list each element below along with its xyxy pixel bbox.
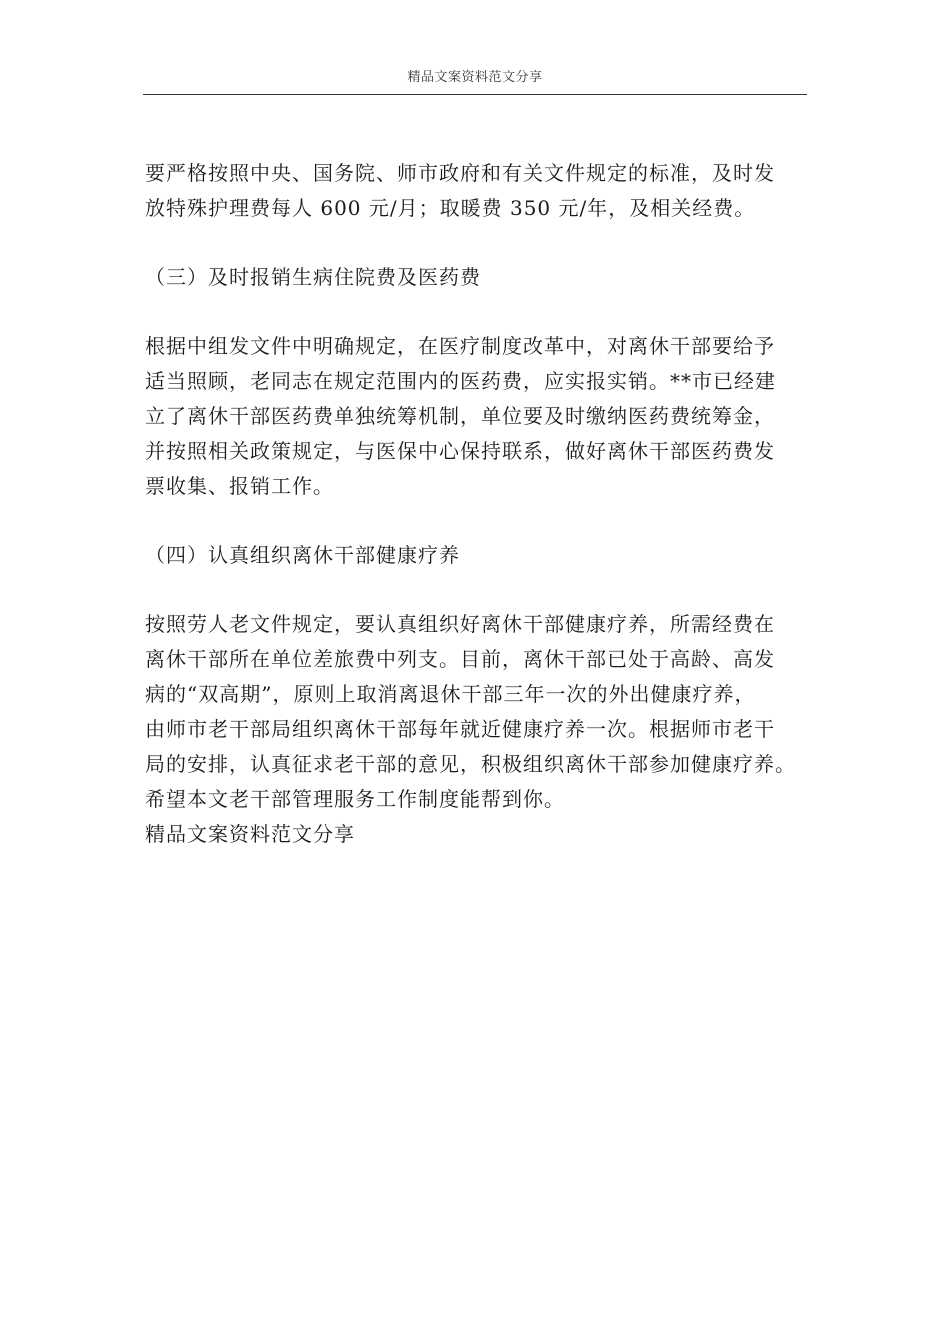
spacer: [145, 226, 810, 260]
text-line: 放特殊护理费每人 600 元/月；取暖费 350 元/年，及相关经费。: [145, 196, 756, 220]
paragraph-medical: [145, 329, 810, 504]
header-title: 精品文案资料范文分享: [407, 70, 543, 85]
spacer: [145, 504, 810, 538]
text-line: 由师市老干部局组织离休干部每年就近健康疗养一次。根据师市老干: [145, 717, 775, 741]
text-line: 立了离休干部医药费单独统筹机制，单位要及时缴纳医药费统筹金，: [145, 404, 775, 428]
paragraph-recuperation: [145, 607, 810, 852]
document-body: [145, 156, 810, 852]
text-line: 希望本文老干部管理服务工作制度能帮到你。: [145, 787, 565, 811]
text-line: 根据中组发文件中明确规定，在医疗制度改革中，对离休干部要给予: [145, 334, 775, 358]
text-line: 票收集、报销工作。: [145, 474, 334, 498]
section-heading-3: （三）及时报销生病住院费及医药费: [145, 265, 481, 289]
paragraph-allowances: [145, 156, 810, 226]
text-line: 病的“双高期”，原则上取消离退休干部三年一次的外出健康疗养，: [145, 682, 756, 706]
text-line: 按照劳人老文件规定，要认真组织好离休干部健康疗养，所需经费在: [145, 612, 775, 636]
section-heading-4: （四）认真组织离休干部健康疗养: [145, 543, 460, 567]
spacer: [145, 573, 810, 607]
spacer: [145, 295, 810, 329]
footer-text: 精品文案资料范文分享: [145, 822, 355, 846]
text-line: 离休干部所在单位差旅费中列支。目前，离休干部已处于高龄、高发: [145, 647, 775, 671]
text-line: 要严格按照中央、国务院、师市政府和有关文件规定的标准，及时发: [145, 161, 775, 185]
text-line: 局的安排，认真征求老干部的意见，积极组织离休干部参加健康疗养。: [145, 752, 796, 776]
text-line: 并按照相关政策规定，与医保中心保持联系，做好离休干部医药费发: [145, 439, 775, 463]
page-header: [143, 66, 807, 95]
text-line: 适当照顾，老同志在规定范围内的医药费，应实报实销。**市已经建: [145, 369, 776, 393]
